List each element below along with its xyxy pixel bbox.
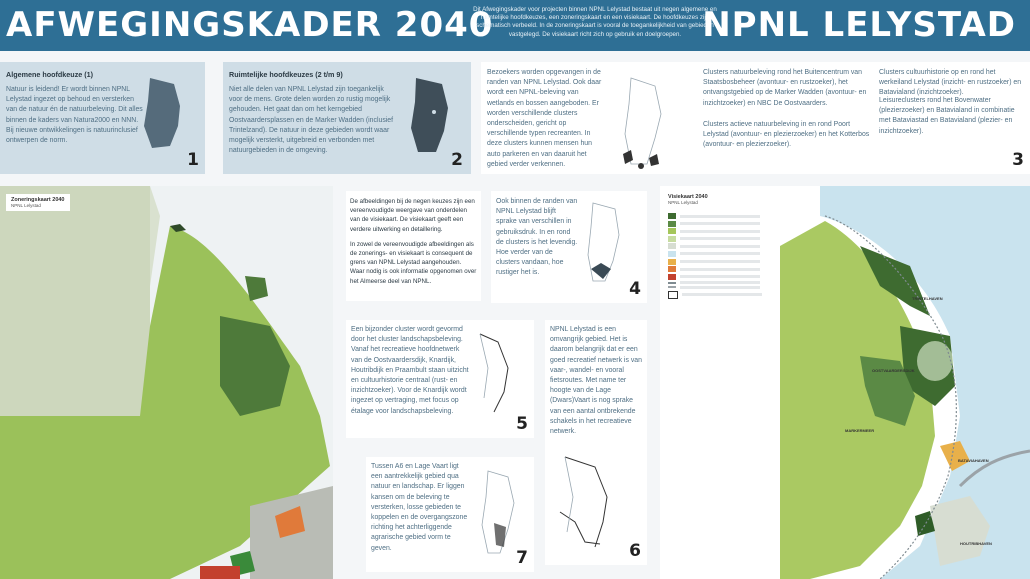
intro-text: Dit Afwegingskader voor projecten binnen NPNL Lelystad bestaat uit negen algemene en ruimtelijke hoofdkeuzes, een zoneringskaart en een visiekaart. De hoofdkeuzes zijn schematisch verbeeld. In de zoneringskaart is vooral de toegankelijkheid van gebieden vastgelegd. De visiekaart richt zich op gebruik en doelgroepen.: [473, 6, 717, 38]
page-title: AFWEGINGSKADER 2040: [6, 5, 494, 45]
diagram-area: [619, 74, 669, 169]
legend: [668, 194, 780, 300]
card-hoofdkeuze-6: [545, 320, 647, 565]
zoning-map: [0, 186, 333, 579]
card-hoofdkeuze-4: [491, 191, 647, 303]
card-toelichting: [346, 191, 481, 301]
legend-item: [668, 291, 780, 299]
map-label-houtribhaven: HOUTRIBHAVEN: [960, 541, 992, 546]
zoneringskaart: [0, 186, 333, 579]
map-subtitle: NPNL Lelystad: [11, 203, 41, 208]
map-title: Zoneringskaart 2040: [11, 197, 65, 203]
page-title-location: NPNL LELYSTAD: [702, 5, 1016, 45]
note-text: In zowel de vereenvoudigde afbeeldingen als de zonerings- en visiekaart is consequent de grens van NPNL Lelystad aangehouden. Waar nodig is ook informatie opgenomen over het Almeerse deel van NPNL.: [350, 240, 477, 285]
diagram-area: [583, 199, 628, 284]
card-hoofdkeuze-2: [223, 62, 471, 174]
card-text: Niet alle delen van NPNL Lelystad zijn toegankelijk voor de mens. Grote delen worden zo rustig mogelijk gehouden. Het gaat dan om het kerngebied Oostvaardersplassen en de Marker Wadden (inclusief Trintelzand). De natuur in deze gebieden wordt waar mogelijk versterkt, uitgebreid en verbonden met natuurgebieden in de omgeving.: [229, 86, 394, 155]
card-hoofdkeuze-1: [0, 62, 205, 174]
card-number: 6: [629, 541, 641, 561]
legend-item: [668, 281, 780, 284]
header-banner: [0, 0, 1030, 51]
card-number: 1: [187, 150, 199, 170]
diagram-area: [555, 452, 625, 552]
map-label-oostvaardersdijk: OOSTVAARDERSDIJK: [872, 368, 915, 373]
card-hoofdkeuze-3: [481, 62, 1030, 174]
card-text: NPNL Lelystad is een omvangrijk gebied. Het is daarom belangrijk dat er een goed recreatief netwerk is van vaar-, wandel- en vooral fietsroutes. Met name ter hoogte van de Lage (Dwars)Vaart is nog sprake van een aantal ontbrekende schakels in het recreatieve netwerk.: [550, 326, 642, 436]
card-hoofdkeuze-5: [346, 320, 534, 438]
legend-item: [668, 266, 780, 272]
cluster-item: Clusters natuurbeleving rond het Buitencentrum van Staatsbosbeheer (avontuur- en rustzoeker), het ontvangstgebied op de Marker Wadden (avontuur- en inzichtzoeker) en NBC De Oostvaarders.: [703, 69, 867, 107]
map-label-bataviahaven: BATAVIAHAVEN: [958, 458, 989, 463]
note-text: De afbeeldingen bij de negen keuzes zijn een vereenvoudigde weergave van onderdelen van de visiekaart. De visiekaart geeft een verdere uitwerking en detaillering.: [350, 198, 475, 233]
map-label-trintelhaven: TRINTELHAVEN: [912, 296, 943, 301]
card-text: Bezoekers worden opgevangen in de randen van NPNL Lelystad. Ook daar wordt een NPNL-beleving van wetlands en bossen aangeboden. Er worden verschillende clusters onderscheiden, gericht op verschillende typen recreanten. In deze clusters kunnen mensen hun auto parkeren en van daaruit het gebied verder verkennen.: [487, 69, 602, 168]
card-title: Algemene hoofdkeuze (1): [6, 70, 94, 79]
legend-item: [668, 274, 780, 280]
cluster-item: Clusters cultuurhistorie op en rond het werkeiland Lelystad (inzicht- en rustzoeker) en Batavialand (inzichtzoeker).: [879, 69, 1022, 97]
legend-item: [668, 259, 780, 265]
card-text: Tussen A6 en Lage Vaart ligt een aantrekkelijk gebied qua natuur en landschap. Er liggen kansen om de beleving te versterken, losse gebieden te koppelen en de overgangszone richting het achterliggende agrarische gebied vorm te geven.: [371, 463, 468, 552]
diagram-area: [476, 467, 526, 557]
legend-item: [668, 243, 780, 249]
card-number: 4: [629, 279, 641, 299]
legend-item: [668, 221, 780, 227]
legend-item: [668, 228, 780, 234]
cluster-item: Clusters actieve natuurbeleving in en rond Poort Lelystad (avontuur- en plezierzoeker) en het Kotterbos (avontuur- en plezierzoeker).: [703, 121, 870, 149]
card-number: 7: [516, 548, 528, 568]
map-label-markermeer: MARKERMEER: [845, 428, 875, 433]
legend-item: [668, 286, 780, 289]
card-number: 5: [516, 414, 528, 434]
diagram-area: [474, 328, 519, 418]
map-title: Visiekaart 2040: [668, 194, 708, 200]
legend-item: [668, 251, 780, 257]
legend-item: [668, 213, 780, 219]
diagram-area: [406, 76, 456, 156]
card-text: Ook binnen de randen van NPNL Lelystad blijft sprake van verschillen in gebruiksdruk. In en rond de clusters is het levendig. Hoe verder van de clusters vandaan, hoe rustiger het is.: [496, 198, 578, 277]
cluster-item: Leisureclusters rond het Bovenwater (plezierzoeker) en Batavialand in combinatie met Bataviastad en Batavialand (plezier- en inzichtzoeker).: [879, 97, 1015, 135]
diagram-area: [140, 76, 185, 151]
map-title-box: [6, 194, 70, 211]
card-text: Een bijzonder cluster wordt gevormd door het cluster landschapsbeleving. Vanaf het recreatieve hoofdnetwerk van de Oostvaardersdijk, Knardijk, Houtribdijk en Praambult staan uitzicht en cultuurhistorie centraal (rust- en inzichtzoeker). Voor de Knardijk wordt ingezet op vertraging, met focus op étalage voor landschapsbeleving.: [351, 326, 469, 415]
card-number: 3: [1012, 150, 1024, 170]
card-number: 2: [451, 150, 463, 170]
card-text: Natuur is leidend! Er wordt binnen NPNL Lelystad ingezet op behoud en versterken van de natuur én de natuurbeleving. Dit alles binnen de kaders van Natura2000 en NNN. Bij nieuwe ontwikkelingen is natuurinclusief ontwerpen de norm.: [6, 86, 143, 145]
legend-item: [668, 236, 780, 242]
card-hoofdkeuze-7: [366, 457, 534, 572]
card-title: Ruimtelijke hoofdkeuzes (2 t/m 9): [229, 70, 343, 79]
visiekaart: [660, 186, 1030, 579]
map-subtitle: NPNL Lelystad: [668, 200, 698, 205]
